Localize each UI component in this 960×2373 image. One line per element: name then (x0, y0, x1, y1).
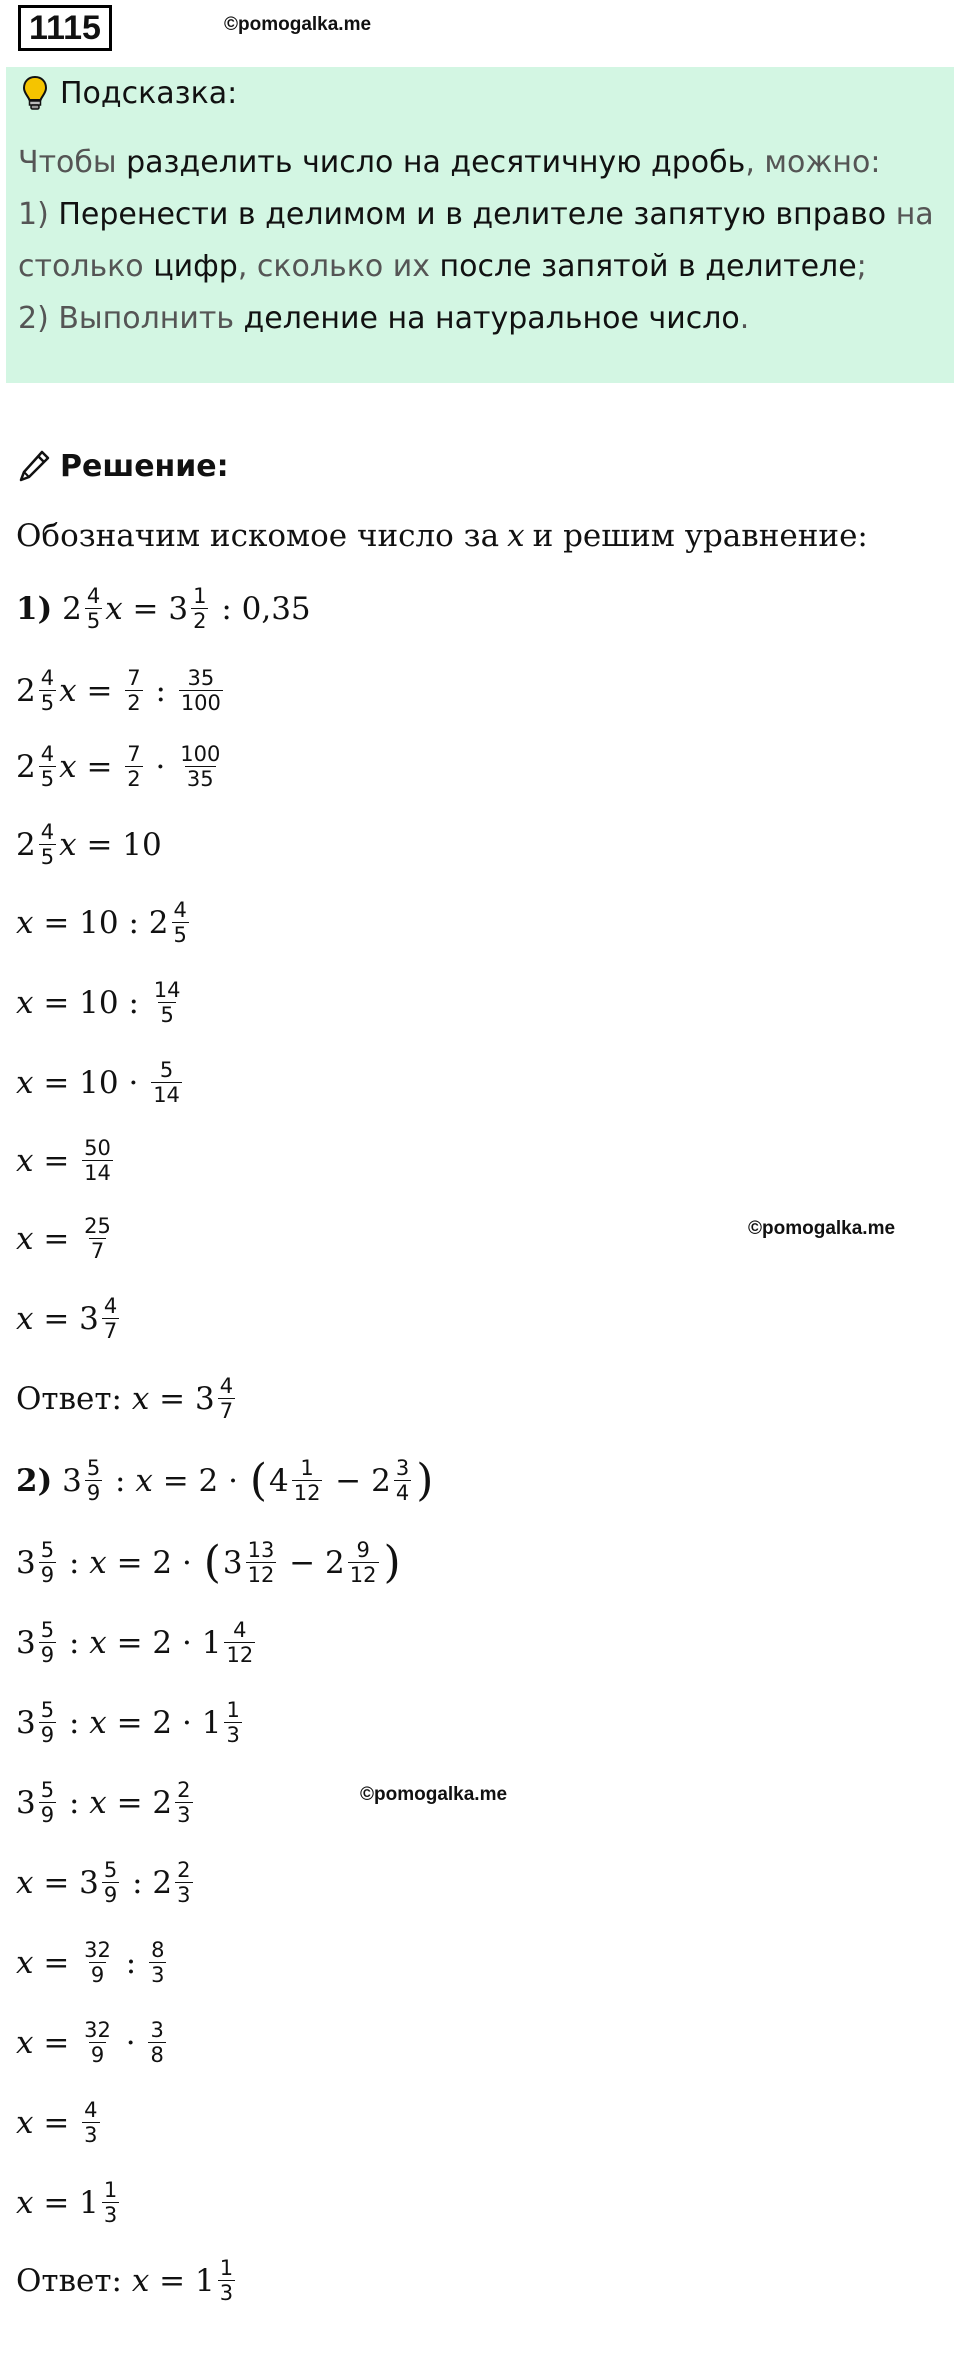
fraction-denominator: 9 (40, 1803, 55, 1827)
intro-text: Обозначим искомое число за (16, 518, 500, 554)
math-text: = 2 (106, 1784, 173, 1821)
variable: x (16, 1300, 34, 1337)
fraction-numerator: 4 (173, 898, 187, 922)
math-text: = (76, 672, 123, 709)
solution-line (16, 1294, 122, 1343)
math-text: = 10 : (33, 984, 149, 1021)
fraction (191, 584, 208, 633)
fraction-numerator: 4 (219, 1374, 234, 1398)
math-text: 3 (52, 1462, 82, 1499)
fraction-denominator: 2 (127, 691, 141, 715)
fraction-numerator: 100 (180, 742, 221, 766)
fraction-numerator: 4 (40, 742, 55, 766)
variable: x (16, 1944, 34, 1981)
fraction (151, 1058, 182, 1107)
solution-line (16, 1058, 185, 1107)
solution-line (16, 978, 186, 1027)
fraction (125, 742, 142, 791)
variable: x (16, 2104, 34, 2141)
math-text: = (33, 1944, 80, 1981)
math-text: 3 (16, 1624, 36, 1661)
math-text: : (145, 672, 176, 709)
fraction-denominator: 12 (349, 1563, 377, 1587)
fraction-numerator: 35 (187, 666, 215, 690)
math-text: : (59, 1544, 90, 1581)
variable: x (89, 1704, 107, 1741)
solution-title (18, 448, 229, 484)
hint-text-part: 1) (18, 197, 59, 232)
lightbulb-icon (22, 75, 48, 111)
math-text: = 2 · (106, 1544, 202, 1581)
math-text: = 1 (149, 2262, 215, 2299)
intro-text-end: и решим уравнение: (532, 518, 868, 554)
hint-title-text: Подсказка: (60, 75, 238, 111)
variable: x (135, 1462, 153, 1499)
fraction (82, 1938, 113, 1987)
solution-line (16, 1858, 196, 1907)
fraction (85, 1456, 102, 1505)
variable: x (105, 590, 123, 627)
hint-text-part: столько (18, 249, 154, 284)
fraction-denominator: 9 (86, 1481, 101, 1505)
fraction-denominator: 100 (180, 691, 221, 715)
hint-line (18, 137, 934, 189)
solution-line (16, 1698, 245, 1747)
hint-emphasis: Перенести в делимом и в делителе запятую вправо (58, 197, 887, 232)
fraction-denominator: 5 (86, 609, 101, 633)
math-text: = 1 (33, 2184, 99, 2221)
solution-line (16, 742, 225, 791)
fraction-numerator: 4 (40, 820, 55, 844)
fraction-numerator: 9 (356, 1538, 370, 1562)
fraction-denominator: 12 (293, 1481, 321, 1505)
math-text: = 3 (149, 1380, 215, 1417)
fraction-numerator: 2 (177, 1858, 191, 1882)
fraction (348, 1538, 379, 1587)
math-text: = (33, 1220, 80, 1257)
variable: x (16, 1064, 34, 1101)
fraction (82, 2098, 99, 2147)
fraction-numerator: 4 (233, 1618, 247, 1642)
fraction-numerator: 4 (86, 584, 101, 608)
variable: x (16, 1864, 34, 1901)
fraction-numerator: 3 (150, 2018, 164, 2042)
fraction-numerator: 5 (40, 1618, 55, 1642)
fraction-numerator: 4 (40, 666, 55, 690)
fraction-denominator: 8 (150, 2043, 164, 2067)
fraction-numerator: 5 (40, 1778, 55, 1802)
pencil-icon (18, 448, 52, 484)
fraction (39, 1538, 56, 1587)
fraction (82, 2018, 113, 2067)
solution-line (16, 2098, 103, 2147)
math-text: 2 (16, 748, 36, 785)
math-text: = 2 · 1 (106, 1704, 222, 1741)
variable: x (89, 1784, 107, 1821)
math-text: : (105, 1462, 136, 1499)
solution-line (16, 2018, 169, 2067)
variable: x (59, 826, 77, 863)
fraction-denominator: 9 (90, 2043, 105, 2067)
fraction-denominator: 3 (226, 1723, 240, 1747)
solution-line (16, 1778, 196, 1827)
parenthesis: ( (249, 1454, 267, 1506)
solution-line (16, 1456, 435, 1505)
fraction (175, 1858, 192, 1907)
fraction-numerator: 2 (177, 1778, 191, 1802)
fraction-denominator: 5 (40, 767, 55, 791)
math-text: 2 (16, 672, 36, 709)
fraction-denominator: 9 (40, 1723, 55, 1747)
solution-line (16, 1374, 238, 1423)
math-text: Ответ: (16, 2262, 132, 2299)
fraction-numerator: 5 (40, 1538, 55, 1562)
fraction (172, 898, 189, 947)
fraction (39, 1778, 56, 1827)
parenthesis: ) (383, 1536, 401, 1588)
fraction-denominator: 5 (173, 923, 187, 947)
fraction (39, 1618, 56, 1667)
fraction-denominator: 3 (177, 1883, 191, 1907)
parenthesis: ) (416, 1454, 434, 1506)
fraction (148, 2018, 165, 2067)
fraction (85, 584, 102, 633)
hint-line (18, 293, 934, 345)
fraction (39, 820, 56, 869)
fraction-numerator: 1 (226, 1698, 240, 1722)
hint-text-part: Чтобы (18, 145, 127, 180)
fraction-denominator: 9 (103, 1883, 118, 1907)
variable: x (89, 1544, 107, 1581)
math-text: − 2 (325, 1462, 391, 1499)
fraction-denominator: 9 (40, 1643, 55, 1667)
fraction-denominator: 35 (186, 767, 214, 791)
fraction-numerator: 5 (86, 1456, 101, 1480)
variable: x (59, 748, 77, 785)
fraction-numerator: 4 (84, 2098, 98, 2122)
fraction-numerator: 14 (153, 978, 181, 1002)
hint-title (22, 75, 237, 111)
fraction-numerator: 1 (103, 2178, 118, 2202)
solution-title-text: Решение: (60, 448, 229, 484)
fraction-numerator: 32 (84, 1938, 111, 1962)
variable: x (16, 1220, 34, 1257)
hint-emphasis: разделить число на десятичную дробь (126, 145, 746, 180)
fraction-numerator: 7 (127, 666, 141, 690)
fraction-denominator: 3 (219, 2281, 234, 2305)
solution-line (16, 2256, 238, 2305)
solution-line (16, 2178, 122, 2227)
math-text: = (33, 2104, 80, 2141)
math-text: = (33, 1142, 80, 1179)
variable: x (16, 2024, 34, 2061)
fraction (82, 1214, 113, 1263)
math-text: = 3 (33, 1864, 99, 1901)
fraction-denominator: 14 (84, 1161, 111, 1185)
hint-emphasis: цифр (153, 249, 238, 284)
math-text: : 0,35 (211, 590, 311, 627)
fraction-numerator: 5 (103, 1858, 118, 1882)
fraction-denominator: 5 (160, 1003, 174, 1027)
fraction (175, 1778, 192, 1827)
variable: x (131, 1380, 150, 1417)
math-text: 4 (268, 1462, 289, 1499)
intro-variable: x (507, 518, 525, 554)
fraction-numerator: 13 (247, 1538, 275, 1562)
fraction-denominator: 14 (153, 1083, 180, 1107)
math-text: : (59, 1624, 90, 1661)
hint-box (6, 67, 954, 383)
fraction (102, 2178, 119, 2227)
solution-line (16, 1214, 116, 1263)
fraction-denominator: 7 (219, 1399, 234, 1423)
variable: x (16, 984, 34, 1021)
fraction-numerator: 50 (84, 1136, 111, 1160)
solution-line (16, 898, 192, 947)
watermark: ©pomogalka.me (224, 14, 372, 35)
hint-text-part: ; (856, 249, 867, 284)
hint-text-part: , сколько их (237, 249, 440, 284)
solution-line (16, 666, 226, 715)
math-text: · (145, 748, 176, 785)
math-text: 3 (222, 1544, 243, 1581)
fraction (149, 1938, 166, 1987)
math-text: : 2 (122, 1864, 173, 1901)
fraction (218, 2256, 235, 2305)
hint-text-part: на (886, 197, 934, 232)
fraction-numerator: 25 (84, 1214, 111, 1238)
math-text: = 2 · 1 (106, 1624, 222, 1661)
math-text: − 2 (279, 1544, 345, 1581)
item-number: 2) (16, 1462, 53, 1499)
fraction (125, 666, 142, 715)
hint-text (18, 137, 934, 345)
fraction-denominator: 5 (40, 691, 55, 715)
math-text: 2 (52, 590, 82, 627)
fraction-numerator: 4 (103, 1294, 118, 1318)
solution-line (16, 1618, 258, 1667)
math-text: 2 (16, 826, 36, 863)
fraction-numerator: 3 (395, 1456, 410, 1480)
fraction-numerator: 5 (159, 1058, 174, 1082)
solution-line (16, 1938, 169, 1987)
fraction-numerator: 5 (40, 1698, 55, 1722)
solution-intro (16, 518, 868, 554)
math-text: 3 (16, 1544, 36, 1581)
math-text: : (59, 1704, 90, 1741)
math-text: = 3 (33, 1300, 99, 1337)
solution-line (16, 1538, 403, 1587)
fraction (292, 1456, 323, 1505)
fraction-denominator: 12 (226, 1643, 254, 1667)
variable: x (131, 2262, 150, 2299)
fraction (218, 1374, 235, 1423)
fraction (224, 1618, 255, 1667)
fraction-denominator: 2 (193, 609, 207, 633)
hint-emphasis: деление на натуральное число (243, 301, 740, 336)
fraction-denominator: 3 (151, 1963, 165, 1987)
variable: x (16, 1142, 34, 1179)
fraction-denominator: 5 (40, 845, 55, 869)
fraction-denominator: 3 (103, 2203, 118, 2227)
fraction-denominator: 9 (90, 1963, 105, 1987)
variable: x (16, 904, 34, 941)
variable: x (59, 672, 77, 709)
fraction-denominator: 7 (90, 1239, 105, 1263)
math-text: 3 (16, 1704, 36, 1741)
hint-text-part: . (739, 301, 750, 336)
variable: x (89, 1624, 107, 1661)
task-number: 1115 (18, 5, 112, 51)
item-number: 1) (16, 590, 53, 627)
fraction (394, 1456, 411, 1505)
fraction-denominator: 2 (127, 767, 141, 791)
hint-line (18, 189, 934, 241)
fraction (246, 1538, 277, 1587)
fraction (39, 1698, 56, 1747)
math-text: = (76, 748, 123, 785)
math-text: Ответ: (16, 1380, 132, 1417)
fraction (102, 1294, 119, 1343)
fraction-denominator: 3 (177, 1803, 191, 1827)
hint-line (18, 241, 934, 293)
hint-text-part: 2) Выполнить (18, 301, 244, 336)
fraction-denominator: 7 (103, 1319, 118, 1343)
hint-emphasis: после запятой в делителе (439, 249, 857, 284)
math-text: · (115, 2024, 146, 2061)
math-text: = 10 · (33, 1064, 149, 1101)
fraction (39, 666, 56, 715)
fraction-numerator: 1 (193, 584, 207, 608)
fraction (224, 1698, 241, 1747)
solution-line (16, 584, 311, 633)
math-text: = 3 (122, 590, 189, 627)
fraction-numerator: 8 (151, 1938, 165, 1962)
variable: x (16, 2184, 34, 2221)
hint-text-part: , можно: (745, 145, 881, 180)
fraction-denominator: 12 (247, 1563, 275, 1587)
math-text: : (59, 1784, 90, 1821)
fraction (179, 666, 223, 715)
watermark: ©pomogalka.me (360, 1784, 508, 1805)
fraction-numerator: 7 (127, 742, 141, 766)
math-text: = 10 (76, 826, 162, 863)
solution-line (16, 820, 162, 869)
fraction (39, 742, 56, 791)
solution-line (16, 1136, 116, 1185)
watermark: ©pomogalka.me (748, 1218, 896, 1239)
math-text: = 10 : 2 (33, 904, 169, 941)
fraction-denominator: 9 (40, 1563, 55, 1587)
fraction (82, 1136, 113, 1185)
fraction-numerator: 1 (300, 1456, 314, 1480)
parenthesis: ( (203, 1536, 221, 1588)
fraction-numerator: 1 (219, 2256, 234, 2280)
math-text: 3 (16, 1784, 36, 1821)
math-text: = (33, 2024, 80, 2061)
math-text: : (115, 1944, 147, 1981)
fraction (152, 978, 183, 1027)
fraction (178, 742, 222, 791)
fraction-denominator: 4 (395, 1481, 410, 1505)
fraction-denominator: 3 (84, 2123, 98, 2147)
math-text: = 2 · (152, 1462, 248, 1499)
fraction (102, 1858, 119, 1907)
fraction-numerator: 32 (84, 2018, 111, 2042)
